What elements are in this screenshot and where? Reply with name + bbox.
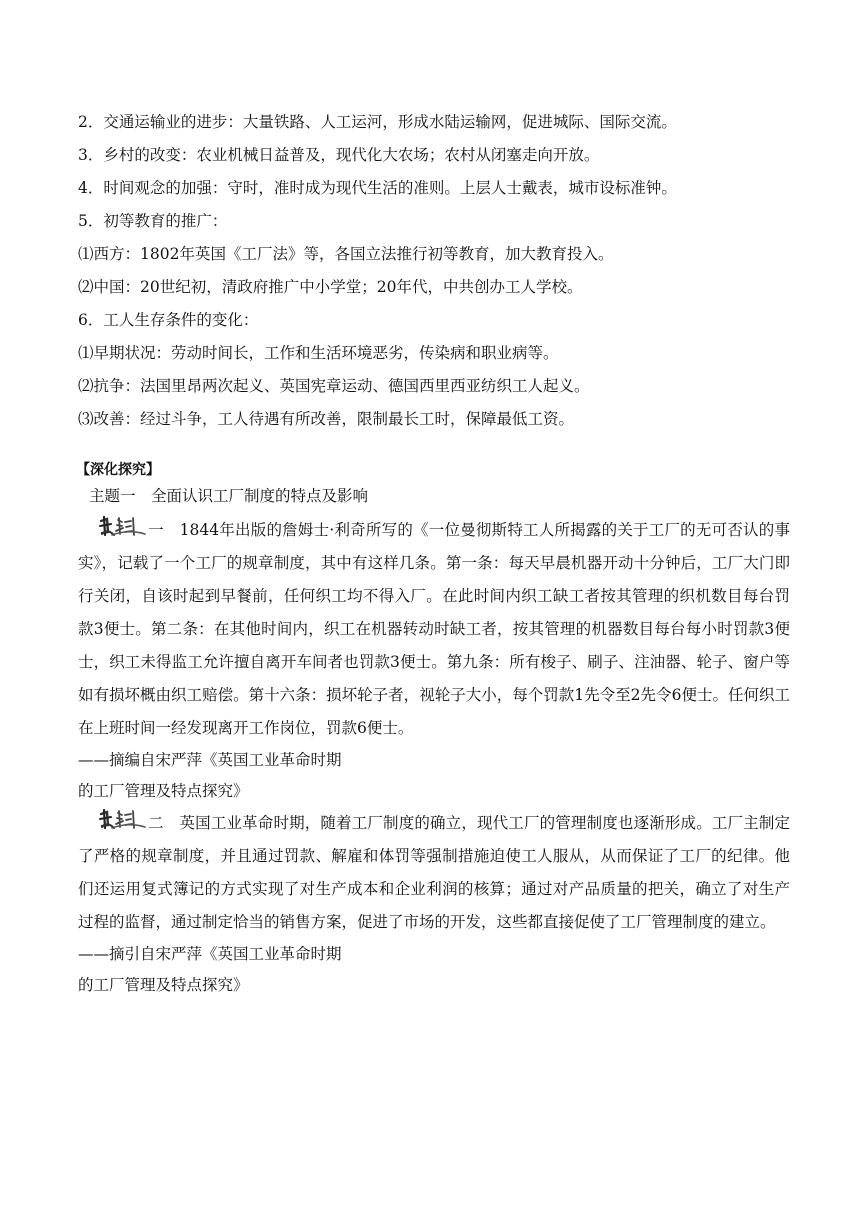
- source-citation-line: 的工厂管理及特点探究》: [78, 782, 249, 800]
- section-heading: 【深化探究】: [76, 462, 160, 478]
- summary-subitem-early: ⑴早期状况：劳动时间长，工作和生活环境恶劣，传染病和职业病等。: [78, 344, 559, 362]
- material-label-suffix: 二: [148, 814, 164, 832]
- document-page: [78, 106, 790, 1001]
- summary-subitem-west: ⑴西方：1802年英国《工厂法》等，各国立法推行初等教育，加大教育投入。: [78, 245, 614, 263]
- material-block-2: [78, 807, 790, 1001]
- material-paragraph: [78, 514, 790, 745]
- material-block-1: [78, 514, 790, 807]
- summary-subitem-struggle: ⑵抗争：法国里昂两次起义、英国宪章运动、德国西里西亚纺织工人起义。: [78, 377, 590, 395]
- summary-item-time: 4．时间观念的加强：守时，准时成为现代生活的准则。上层人士戴表，城市设标准钟。: [78, 179, 677, 197]
- material-text: 1844年出版的詹姆士·利奇所写的《一位曼彻斯特工人所揭露的关于工厂的无可否认的事实》，记载了一个工厂的规章制度，其中有这样几条。第一条：每天早晨机器开动十分钟后，工厂大门即行关闭，自该时起到早餐前，任何织工均不得入厂。在此时间内织工缺工者按其管理的织机数目每台罚款3便士。第二条：在其他时间内，织工在机器转动时缺工者，按其管理的机器数目每台每小时罚款3便士，织工未得监工允许擅自离开车间者也罚款3便士。第九条：所有梭子、刷子、注油器、轮子、窗户等如有损坏概由织工赔偿。第十六条：损坏轮子者，视轮子大小，每个罚款1先令至2先令6便士。任何织工在上班时间一经发现离开工作岗位，罚款6便士。: [78, 521, 790, 737]
- material-paragraph: [78, 807, 790, 939]
- summary-list: [78, 106, 790, 436]
- source-citation-line: ——摘编自宋严萍《英国工业革命时期: [78, 751, 342, 769]
- material-text: 英国工业革命时期，随着工厂制度的确立，现代工厂的管理制度也逐渐形成。工厂主制定了严格的规章制度，并且通过罚款、解雇和体罚等强制措施迫使工人服从，从而保证了工厂的纪律。他们还运用复式簿记的方式实现了对生产成本和企业利润的核算；通过对产品质量的把关，确立了对生产过程的监督，通过制定恰当的销售方案，促进了市场的开发，这些都直接促使了工厂管理制度的建立。: [78, 814, 790, 931]
- summary-subitem-improve: ⑶改善：经过斗争，工人待遇有所改善，限制最长工时，保障最低工资。: [78, 410, 575, 428]
- summary-item-education: 5．初等教育的推广：: [78, 212, 228, 230]
- material-label-suffix: 一: [148, 521, 164, 539]
- summary-subitem-china: ⑵中国：20世纪初，清政府推广中小学堂；20年代，中共创办工人学校。: [78, 278, 583, 296]
- shiliao-calligraphy-icon: [98, 808, 146, 830]
- source-citation-line: ——摘引自宋严萍《英国工业革命时期: [78, 945, 342, 963]
- shiliao-calligraphy-icon: [98, 515, 146, 537]
- summary-item-village: 3．乡村的改变：农业机械日益普及，现代化大农场；农村从闭塞走向开放。: [78, 146, 600, 164]
- summary-item-workers: 6．工人生存条件的变化：: [78, 311, 259, 329]
- topic-title: 主题一 全面认识工厂制度的特点及影响: [89, 487, 369, 505]
- source-citation-line: 的工厂管理及特点探究》: [78, 976, 249, 994]
- summary-item-transport: 2．交通运输业的进步：大量铁路、人工运河，形成水陆运输网，促进城际、国际交流。: [78, 113, 677, 131]
